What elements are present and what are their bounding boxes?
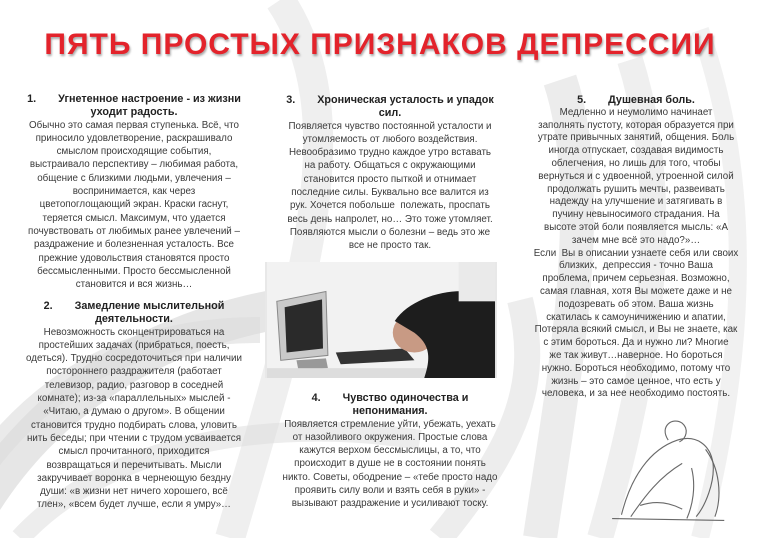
tired-man-photo xyxy=(265,262,497,378)
section-body: Медленно и неумолимо начинает заполнять пустоту, которая образуется при утрате привычных занятий, общения. Боль иногда отпускает, создавая видимость облегчения, но лишь для того, чтобы вернуться и с удвоенной, утроенной силой продолжать рушить мечты, развеивать надежду на улучшение и затягивать в пучину невыносимого страдания. На высоте этой боли появляется мысль: «А зачем мне всё это надо?»… Если Вы в описании узнаете себя или своих близких, депрессия - точно Ваша проблема, причем серьезная. Возможно, самая главная, хотя Вы можете даже и не подозревать об этом. Ваша жизнь скатилась к самоуничижению и апатии, Потеряла всякий смысл, и Вы не знаете, как с этим бороться. Да и нужно ли? Многие же так живут…наверное. Но бороться нужно. Бороться необходимо, потому что жизнь – это самое ценное, что есть у человека, и за нее необходимо постоять. xyxy=(533,106,739,400)
section-heading: 1. Угнетенное настроение - из жизни уходит радость. xyxy=(27,93,241,118)
section-body: Обычно это самая первая ступенька. Всё, что приносило удовлетворение, раскрашивало смыслом происходящие события, выстраивало перспективу – любимая работа, общение с близкими людьми, увлечения – воспринимается, как через цветопоглощающий экран. Краски гаснут, теряется смысл. Максимум, что удается почувствовать от любимых ранее увлечений – раздражение и болезненная усталость. Все прежние удовольствия становятся просто бессмысленными. Просто бессмысленной становится и вся жизнь… xyxy=(28,119,240,291)
section-heading: 2. Замедление мыслительной деятельности. xyxy=(43,300,225,325)
section-1 xyxy=(6,93,262,291)
page-title: ПЯТЬ ПРОСТЫХ ПРИЗНАКОВ ДЕПРЕССИИ xyxy=(44,28,716,61)
section-5 xyxy=(514,94,758,401)
crouching-person-sketch xyxy=(598,412,744,526)
section-3 xyxy=(266,94,514,253)
section-2 xyxy=(6,300,262,512)
section-heading: 3. Хроническая усталость и упадок сил. xyxy=(286,94,494,119)
section-body: Появляется чувство постоянной усталости и утомляемость от любого воздействия. Невообразимо трудно каждое утро вставать на работу. Общаться с окружающими становится просто пыткой и отнимает последние силы. Буквально все валится из рук. Хочется побольше полежать, проспать весь день напролет, но… Это тоже утомляет. Появляются мысли о болезни – ведь это же все не просто так. xyxy=(287,120,493,252)
section-body: Невозможность сконцентрироваться на простейших задачах (прибраться, поесть, одеться). Трудно сосредоточиться при наличии постороннего раздражителя (работает телевизор, радио, разговор в соседней комнате); из-за «параллельных» мыслей - «Читаю, а думаю о другом». В общении становится трудно подбирать слова, уловить нить беседы; при чтении с трудом усваивается смысл прочитанного, приходится возвращаться и перечитывать. Мысли закручивает воронка в чернеющую бездну души: «в жизни нет ничего хорошего, всё тлен», «всем будет лучше, если я умру»… xyxy=(26,326,242,511)
section-heading: 4. Чувство одиночества и непонимания. xyxy=(311,392,469,417)
section-heading: 5. Душевная боль. xyxy=(577,94,695,106)
section-body: Появляется стремление уйти, убежать, уехать от назойливого окружения. Простые слова кажутся верхом бессмыслицы, а то, что происходит в душе не в состоянии понять никто. Советы, ободрение – «тебе просто надо проявить силу воли и взять себя в руки» - вызывают раздражение и усиливают тоску. xyxy=(282,418,498,510)
section-4 xyxy=(266,392,514,511)
